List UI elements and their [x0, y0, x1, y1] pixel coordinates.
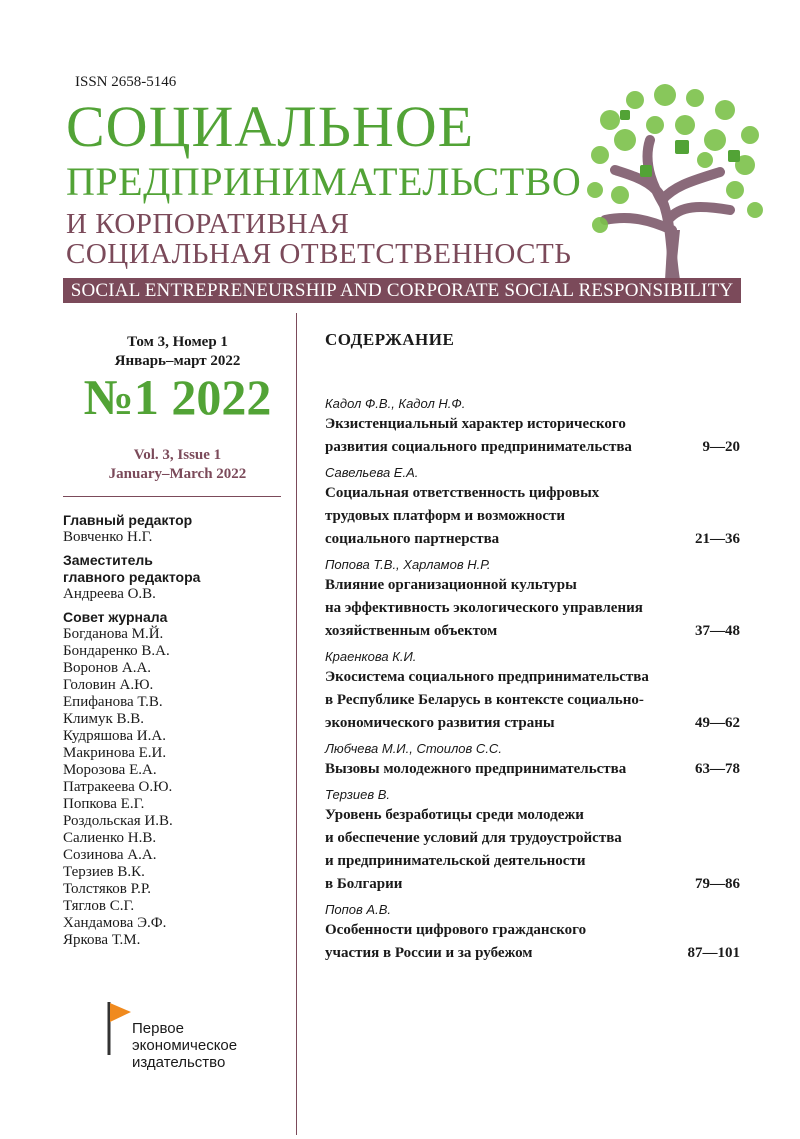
toc-pages: 79—86 [695, 876, 740, 892]
english-title-banner: SOCIAL ENTREPRENEURSHIP AND CORPORATE SOCIAL RESPONSIBILITY [63, 278, 741, 303]
board-member: Попкова Е.Г. [63, 796, 145, 812]
toc-title-line: на эффективность экологического управления [325, 600, 643, 616]
toc-authors: Терзиев В. [325, 787, 391, 802]
publisher-name-line-3: издательство [132, 1054, 226, 1071]
deputy-editor-label-1: Заместитель [63, 552, 153, 568]
publisher-name-line-2: экономическое [132, 1037, 238, 1054]
toc-pages: 49—62 [695, 715, 740, 731]
toc-entry [325, 464, 740, 551]
board-member: Роздольская И.В. [63, 813, 173, 829]
toc-title [325, 804, 670, 896]
toc-entry [325, 395, 740, 459]
eco-tree-illustration [580, 80, 770, 280]
toc-authors: Кадол Ф.В., Кадол Н.Ф. [325, 396, 466, 411]
toc-title-line: Влияние организационной культуры [325, 577, 577, 593]
contents-heading: СОДЕРЖАНИЕ [325, 330, 455, 349]
board-member: Макринова Е.И. [63, 745, 167, 761]
toc-title-line: Экзистенциальный характер исторического [325, 416, 626, 432]
toc-entry [325, 648, 740, 735]
journal-title-line-1: СОЦИАЛЬНОЕ [66, 94, 475, 159]
board-member: Головин А.Ю. [63, 677, 154, 693]
toc-title-line: Особенности цифрового гражданского [325, 922, 587, 938]
chief-editor-label: Главный редактор [63, 512, 193, 528]
toc-title-line: участия в России и за рубежом [325, 945, 533, 961]
board-member: Салиенко Н.В. [63, 830, 157, 846]
period-en: January–March 2022 [108, 466, 247, 482]
toc-pages: 63—78 [695, 761, 740, 777]
publisher-logo [95, 1000, 295, 1080]
board-member: Кудряшова И.А. [63, 728, 166, 744]
toc-title [325, 919, 670, 965]
toc-title [325, 482, 670, 551]
journal-title-line-3: И КОРПОРАТИВНАЯ [66, 208, 350, 240]
toc-title-line: и предпринимательской деятельности [325, 853, 586, 869]
flag-icon [95, 1000, 135, 1060]
column-divider [296, 313, 297, 1135]
board-member: Патракеева О.Ю. [63, 779, 173, 795]
board-member: Тяглов С.Г. [63, 898, 135, 914]
board-label: Совет журнала [63, 609, 168, 625]
board-member: Епифанова Т.В. [63, 694, 163, 710]
toc-entry [325, 740, 740, 781]
toc-authors: Любчева М.И., Стоилов С.С. [325, 741, 502, 756]
toc-title-line: хозяйственным объектом [325, 623, 498, 639]
board-member: Хандамова Э.Ф. [63, 915, 167, 931]
toc-entry [325, 556, 740, 643]
toc-title-line: трудовых платформ и возможности [325, 508, 566, 524]
volume-number-ru: Том 3, Номер 1 [127, 334, 228, 350]
board-member: Воронов А.А. [63, 660, 152, 676]
volume-info-en [75, 446, 280, 484]
toc-entry [325, 901, 740, 965]
toc-title-line: Уровень безработицы среди молодежи [325, 807, 584, 823]
toc-title-line: экономического развития страны [325, 715, 555, 731]
deputy-editor-label-2: главного редактора [63, 569, 201, 585]
issue-number: №1 2022 [83, 369, 272, 425]
toc-title [325, 666, 670, 735]
volume-number-en: Vol. 3, Issue 1 [133, 447, 222, 463]
toc-pages: 37—48 [695, 623, 740, 639]
toc-pages: 87—101 [687, 945, 740, 961]
toc-authors: Краенкова К.И. [325, 649, 417, 664]
left-column-divider [63, 496, 281, 497]
chief-editor-name: Вовченко Н.Г. [63, 529, 153, 545]
toc-entry [325, 786, 740, 896]
toc-title-line: Вызовы молодежного предпринимательства [325, 761, 627, 777]
editorial-board [63, 512, 288, 949]
table-of-contents [325, 395, 740, 970]
period-ru: Январь–март 2022 [114, 353, 241, 369]
board-member: Морозова Е.А. [63, 762, 157, 778]
toc-pages: 9—20 [702, 439, 740, 455]
board-member: Яркова Т.М. [63, 932, 141, 948]
board-member: Богданова М.Й. [63, 626, 164, 642]
toc-title-line: развития социального предпринимательства [325, 439, 632, 455]
toc-title-line: в Болгарии [325, 876, 403, 892]
toc-pages: 21—36 [695, 531, 740, 547]
toc-title-line: и обеспечение условий для трудоустройства [325, 830, 622, 846]
toc-title [325, 758, 670, 781]
journal-title-line-4: СОЦИАЛЬНАЯ ОТВЕТСТВЕННОСТЬ [66, 238, 572, 270]
toc-title [325, 574, 670, 643]
toc-title-line: Социальная ответственность цифровых [325, 485, 600, 501]
board-member: Климук В.В. [63, 711, 145, 727]
journal-title-line-2: ПРЕДПРИНИМАТЕЛЬСТВО [66, 159, 582, 204]
issn: ISSN 2658-5146 [75, 74, 177, 90]
toc-title [325, 413, 670, 459]
board-member: Созинова А.А. [63, 847, 157, 863]
board-member: Бондаренко В.А. [63, 643, 170, 659]
toc-authors: Савельева Е.А. [325, 465, 419, 480]
toc-title-line: Экосистема социального предпринимательства [325, 669, 649, 685]
volume-info-ru [75, 333, 280, 371]
board-member: Терзиев В.К. [63, 864, 145, 880]
deputy-editor-name: Андреева О.В. [63, 586, 156, 602]
toc-title-line: в Республике Беларусь в контексте социально- [325, 692, 644, 708]
toc-title-line: социального партнерства [325, 531, 500, 547]
board-member: Толстяков Р.Р. [63, 881, 152, 897]
toc-authors: Попов А.В. [325, 902, 391, 917]
toc-authors: Попова Т.В., Харламов Н.Р. [325, 557, 491, 572]
publisher-name-line-1: Первое [132, 1020, 184, 1037]
